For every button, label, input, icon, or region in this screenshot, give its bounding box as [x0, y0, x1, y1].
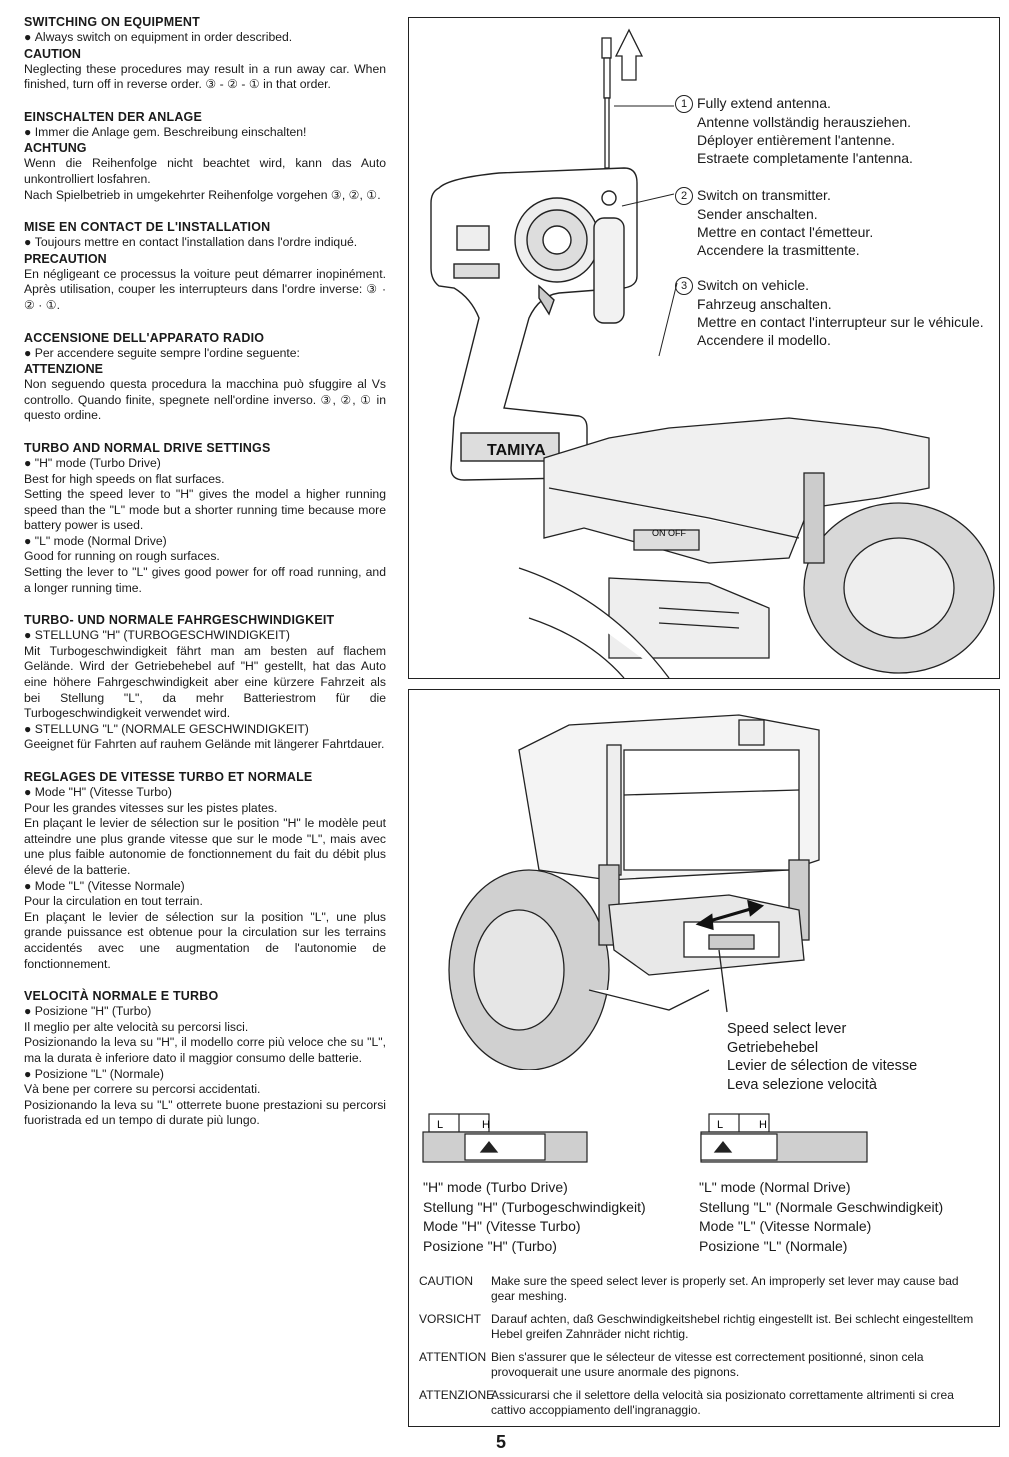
- step-line: Accendere la trasmittente.: [697, 242, 860, 258]
- l-mode-description: [699, 1178, 943, 1256]
- instruction-section: [24, 440, 386, 596]
- paragraph: En plaçant le levier de sélection sur la position "L", une plus grande puissance est obtenue pour la circulation sur les terrains accidentés avec une augmentation de l'autonomie de fonctionnement.: [24, 909, 386, 971]
- l-mode-switch-icon: [701, 1114, 867, 1162]
- mode-line: Stellung "H" (Turbogeschwindigkeit): [423, 1198, 646, 1215]
- transmitter-brand: TAMIYA: [487, 442, 546, 459]
- instruction-section: [24, 219, 386, 313]
- warning-item: [419, 1274, 979, 1303]
- vehicle-switch-label: ON OFF: [652, 528, 686, 538]
- caution-heading: ATTENZIONE: [24, 362, 103, 377]
- warning-label: VORSICHT: [419, 1312, 482, 1326]
- h-mode-switch-icon: [423, 1114, 587, 1162]
- step-line: Mettre en contact l'émetteur.: [697, 224, 874, 240]
- paragraph: Và bene per correre su percorsi accidentati.: [24, 1082, 261, 1097]
- section-heading: TURBO- UND NORMALE FAHRGESCHWINDIGKEIT: [24, 613, 335, 628]
- caution-heading: ACHTUNG: [24, 141, 87, 156]
- warning-text: Make sure the speed select lever is properly set. An improperly set lever may cause bad gear meshing.: [491, 1274, 959, 1303]
- paragraph: Good for running on rough surfaces.: [24, 549, 220, 564]
- paragraph: Setting the lever to "L" gives good power for off road running, and a longer running time.: [24, 565, 386, 595]
- switch-on-illustration-panel: [408, 17, 1000, 679]
- step-text: Switch on transmitter.: [697, 187, 831, 203]
- section-heading: VELOCITÀ NORMALE E TURBO: [24, 989, 219, 1004]
- paragraph: Mit Turbogeschwindigkeit fährt man am besten auf flachem Gelände. Wird der Getriebehebel auf "H" gestellt, hat das Auto eine höhere Fahrgeschwindigkeit aber eine kürzere Fahrzeit als bei Stellung "L", da mehr Batteriestrom für die Turbogeschwindigkeit verwendet wird.: [24, 643, 386, 721]
- bullet-item: ● "L" mode (Normal Drive): [24, 534, 386, 550]
- page-number: 5: [496, 1432, 507, 1452]
- step-number-icon: 1: [675, 95, 693, 113]
- bullet-item: ● Immer die Anlage gem. Beschreibung einschalten!: [24, 125, 386, 141]
- instruction-section: [24, 14, 386, 93]
- paragraph: En plaçant le levier de sélection sur le position "H" le modèle peut atteindre une plus grande vitesse que sur le mode "L", mais avec une plus faible autonomie de fonctionnement du fait du débit plus élevé de la batterie.: [24, 816, 386, 877]
- mode-line: Posizione "L" (Normale): [699, 1237, 848, 1254]
- mode-line: Mode "L" (Vitesse Normale): [699, 1218, 872, 1234]
- truck-rear-icon: [449, 715, 819, 1070]
- l-switch-letter-h: H: [759, 1119, 767, 1131]
- warning-text: Darauf achten, daß Geschwindigkeitshebel richtig eingestellt ist. Bei schlecht eingestelltem Hebel greifen Zahnräder nicht richtig.: [491, 1312, 974, 1341]
- lever-label-line: Speed select lever: [727, 1021, 847, 1037]
- step-line: Fahrzeug anschalten.: [697, 296, 832, 312]
- warning-text: Bien s'assurer que le sélecteur de vitesse est correctement positionné, sinon cela provoquerait une usure anormale des pignons.: [491, 1350, 924, 1379]
- warning-item: [419, 1350, 979, 1379]
- section-heading: TURBO AND NORMAL DRIVE SETTINGS: [24, 440, 271, 455]
- mode-line: Stellung "L" (Normale Geschwindigkeit): [699, 1198, 944, 1215]
- paragraph: Wenn die Reihenfolge nicht beachtet wird, kann das Auto unkontrolliert losfahren.: [24, 156, 386, 186]
- instructions-column: [24, 14, 386, 1145]
- step-line: Déployer entièrement l'antenne.: [697, 132, 896, 148]
- step-line: Sender anschalten.: [697, 206, 818, 222]
- lever-label-line: Leva selezione velocità: [727, 1076, 877, 1093]
- bullet-item: ● STELLUNG "H" (TURBOGESCHWINDIGKEIT): [24, 628, 386, 644]
- paragraph: Pour les grandes vitesses sur les pistes plates.: [24, 800, 278, 815]
- step-line: [675, 276, 984, 295]
- mode-line: Posizione "H" (Turbo): [423, 1237, 557, 1254]
- truck-rear-drawing: [409, 690, 999, 1070]
- instruction-section: [24, 109, 386, 203]
- step-line: Estraete completamente l'antenna.: [697, 150, 913, 166]
- paragraph: Geeignet für Fahrten auf rauhem Gelände mit längerer Fahrtdauer.: [24, 737, 385, 752]
- section-heading: MISE EN CONTACT DE L'INSTALLATION: [24, 220, 271, 235]
- speed-select-lever-label: [727, 1020, 917, 1094]
- paragraph: Setting the speed lever to "H" gives the model a higher running speed than the "L" mode but a shorter running time because more battery power is used.: [24, 487, 386, 533]
- transmitter-icon: [431, 168, 637, 480]
- warning-label: CAUTION: [419, 1274, 473, 1288]
- step-line: [675, 94, 913, 113]
- instruction-section: [24, 612, 386, 753]
- step-line: [675, 186, 873, 205]
- caution-heading: CAUTION: [24, 46, 81, 61]
- step-text: Switch on vehicle.: [697, 277, 810, 293]
- warning-label: ATTENTION: [419, 1350, 487, 1364]
- paragraph: Neglecting these procedures may result in a run away car. When finished, turn off in reverse order. ③ - ② - ① in that order.: [24, 61, 386, 92]
- paragraph: Posizionando la leva su "L" otterrete buone prestazioni su percorsi fuoristrada ed un tempo di durate più lungo.: [24, 1097, 386, 1128]
- bullet-item: ● Always switch on equipment in order described.: [24, 30, 386, 46]
- caution-heading: PRECAUTION: [24, 251, 107, 266]
- paragraph: Il meglio per alte velocità su percorsi lisci.: [24, 1019, 249, 1034]
- bullet-item: ● Mode "L" (Vitesse Normale): [24, 879, 386, 895]
- step-line: Accendere il modello.: [697, 332, 831, 348]
- truck-front-icon: [519, 418, 994, 678]
- warning-label: ATTENZIONE: [419, 1388, 495, 1402]
- step-1: [675, 94, 913, 167]
- mode-line: Mode "H" (Vitesse Turbo): [423, 1218, 581, 1234]
- paragraph: En négligeant ce processus la voiture peut démarrer inopinément. Après utilisation, couper les interrupteurs dans l'ordre inverse: ③ · ② · ①.: [24, 266, 386, 312]
- h-mode-description: [423, 1178, 646, 1256]
- antenna-icon: [602, 38, 611, 176]
- paragraph: Best for high speeds on flat surfaces.: [24, 471, 225, 486]
- bullet-item: ● Per accendere seguite sempre l'ordine seguente:: [24, 346, 386, 362]
- step-2: [675, 186, 873, 259]
- section-heading: REGLAGES DE VITESSE TURBO ET NORMALE: [24, 770, 313, 784]
- warning-item: [419, 1312, 979, 1341]
- step-number-icon: 3: [675, 277, 693, 295]
- lever-label-line: Getriebehebel: [727, 1039, 819, 1056]
- paragraph: Posizionando la leva su "H", il modello corre più veloce che su "L", ma la durata è inferiore dato il maggior consumo delle batterie.: [24, 1035, 386, 1065]
- section-heading: SWITCHING ON EQUIPMENT: [24, 15, 200, 29]
- speed-lever-panel: [408, 689, 1000, 1427]
- bullet-item: ● "H" mode (Turbo Drive): [24, 456, 386, 472]
- section-heading: EINSCHALTEN DER ANLAGE: [24, 109, 203, 124]
- instruction-section: [24, 330, 386, 424]
- l-switch-letter-l: L: [717, 1119, 724, 1131]
- paragraph: Pour la circulation en tout terrain.: [24, 894, 203, 909]
- bullet-item: ● Mode "H" (Vitesse Turbo): [24, 785, 386, 801]
- mode-line: "H" mode (Turbo Drive): [423, 1179, 568, 1195]
- step-line: Antenne vollständig herausziehen.: [697, 114, 912, 130]
- bullet-item: ● Posizione "L" (Normale): [24, 1067, 386, 1083]
- step-3: [675, 276, 984, 349]
- extend-arrow-icon: [616, 30, 642, 80]
- instruction-section: [24, 769, 386, 972]
- step-line: Mettre en contact l'interrupteur sur le véhicule.: [697, 314, 984, 330]
- instruction-section: [24, 988, 386, 1129]
- section-heading: ACCENSIONE DELL'APPARATO RADIO: [24, 330, 265, 345]
- mode-line: "L" mode (Normal Drive): [699, 1179, 851, 1195]
- step-number-icon: 2: [675, 187, 693, 205]
- step-text: Fully extend antenna.: [697, 95, 831, 111]
- paragraph: Nach Spielbetrieb in umgekehrter Reihenfolge vorgehen ③, ②, ①.: [24, 187, 381, 202]
- paragraph: Non seguendo questa procedura la macchina può sfuggire al Vs controllo. Quando finite, spegnete nell'ordine inverso. ③, ②, ① in questo ordine.: [24, 377, 386, 423]
- warning-text: Assicurarsi che il selettore della velocità sia posizionato correttamente altrimenti si crea cattivo accoppiamento dell'ingranaggio.: [491, 1388, 954, 1417]
- bullet-item: ● STELLUNG "L" (NORMALE GESCHWINDIGKEIT): [24, 722, 386, 738]
- bullet-item: ● Toujours mettre en contact l'installation dans l'ordre indiqué.: [24, 235, 386, 251]
- h-switch-letter-l: L: [437, 1119, 444, 1131]
- bullet-item: ● Posizione "H" (Turbo): [24, 1004, 386, 1020]
- h-switch-letter-h: H: [482, 1119, 490, 1131]
- lever-label-line: Levier de sélection de vitesse: [727, 1058, 918, 1074]
- warning-item: [419, 1388, 979, 1417]
